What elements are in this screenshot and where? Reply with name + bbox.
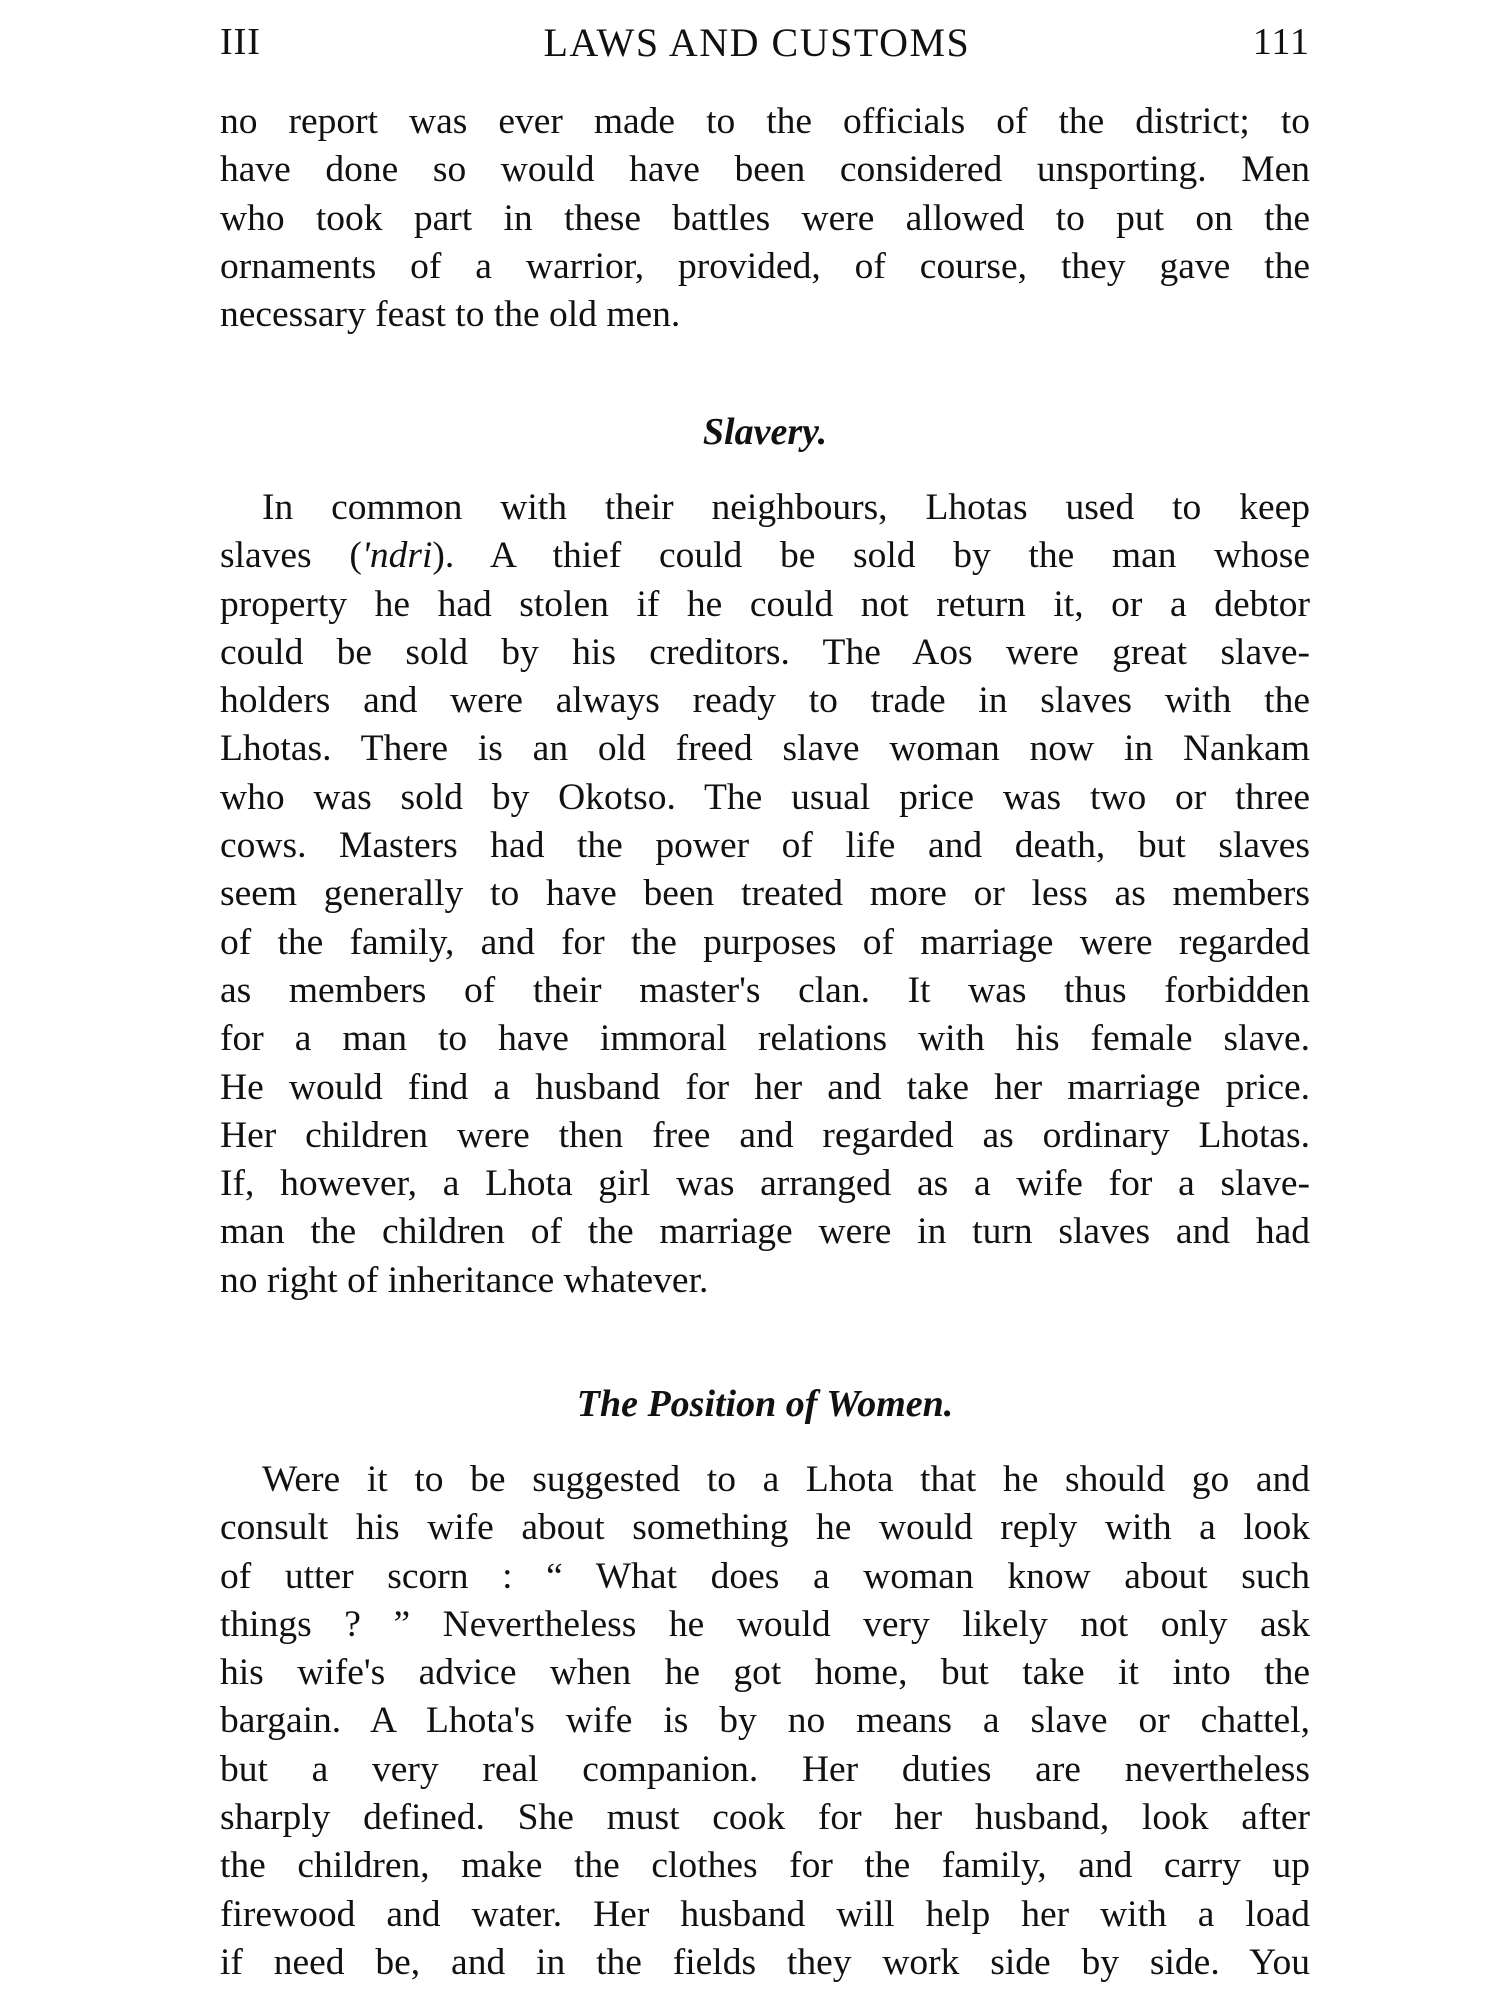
text-line: holders and were always ready to trade in slaves with the [220,680,1310,722]
slavery-section [220,484,1310,1305]
text-line: have done so would have been considered unsporting. Men [220,149,1310,191]
text-line: if need be, and in the fields they work side by side. You [220,1941,1310,1983]
text-line: consult his wife about something he would reply with a look [220,1507,1310,1549]
text-line: He would find a husband for her and take her marriage price. [220,1066,1310,1108]
text-line: seem generally to have been treated more or less as members [220,873,1310,915]
chapter-folio: III [220,21,261,63]
text-line: ornaments of a warrior, provided, of course, they gave the [220,245,1310,287]
text-line: of utter scorn : “ What does a woman know about such [220,1555,1310,1597]
text-line: things ? ” Nevertheless he would very likely not only ask [220,1603,1310,1645]
text-fragment: slaves ( [220,535,362,577]
text-line: no report was ever made to the officials of the district; to [220,101,1310,142]
paragraph-continuation [220,98,1310,339]
text-line: man the children of the marriage were in turn slaves and had [220,1211,1310,1253]
text-line: bargain. A Lhota's wife is by no means a slave or chattel, [220,1700,1310,1742]
text-line: the children, make the clothes for the family, and carry up [220,1845,1310,1887]
text-line: If, however, a Lhota girl was arranged as a wife for a slave- [220,1163,1310,1205]
text-line: for a man to have immoral relations with his female slave. [220,1018,1310,1060]
text-line: but a very real companion. Her duties are nevertheless [220,1748,1310,1790]
text-line: Her children were then free and regarded as ordinary Lhotas. [220,1114,1310,1156]
text-line: sharply defined. She must cook for her husband, look after [220,1797,1310,1839]
text-line: necessary feast to the old men. [220,294,681,336]
section-heading-slavery: Slavery. [702,411,828,453]
paragraph-1 [220,98,1310,339]
paragraph-slavery [220,484,1310,1305]
text-line: as members of their master's clan. It was thus forbidden [220,969,1310,1011]
text-fragment: ). A thief could be sold by the man whose [432,535,1310,577]
native-term: 'ndri [361,535,433,577]
running-title: LAWS AND CUSTOMS [543,19,971,65]
text-line: who took part in these battles were allowed to put on the [220,197,1310,239]
text-line [220,532,1310,580]
text-line: Were it to be suggested to a Lhota that he should go and [262,1459,1310,1500]
women-section [220,1456,1310,1987]
paragraph-women [220,1456,1310,1987]
text-line: no right of inheritance whatever. [220,1259,709,1301]
running-head [220,14,1310,70]
text-line: of the family, and for the purposes of marriage were regarded [220,921,1310,963]
page-number: 111 [1252,21,1310,63]
text-line: firewood and water. Her husband will help her with a load [220,1893,1310,1935]
text-line: could be sold by his creditors. The Aos were great slave- [220,631,1310,673]
text-line: Lhotas. There is an old freed slave woman now in Nankam [220,728,1310,770]
text-line: cows. Masters had the power of life and death, but slaves [220,825,1310,867]
text-line: who was sold by Okotso. The usual price was two or three [220,776,1310,818]
section-heading-women: The Position of Women. [576,1383,954,1425]
text-line: his wife's advice when he got home, but take it into the [220,1652,1310,1694]
text-line: property he had stolen if he could not return it, or a debtor [220,583,1310,625]
text-line: In common with their neighbours, Lhotas used to keep [262,487,1310,528]
